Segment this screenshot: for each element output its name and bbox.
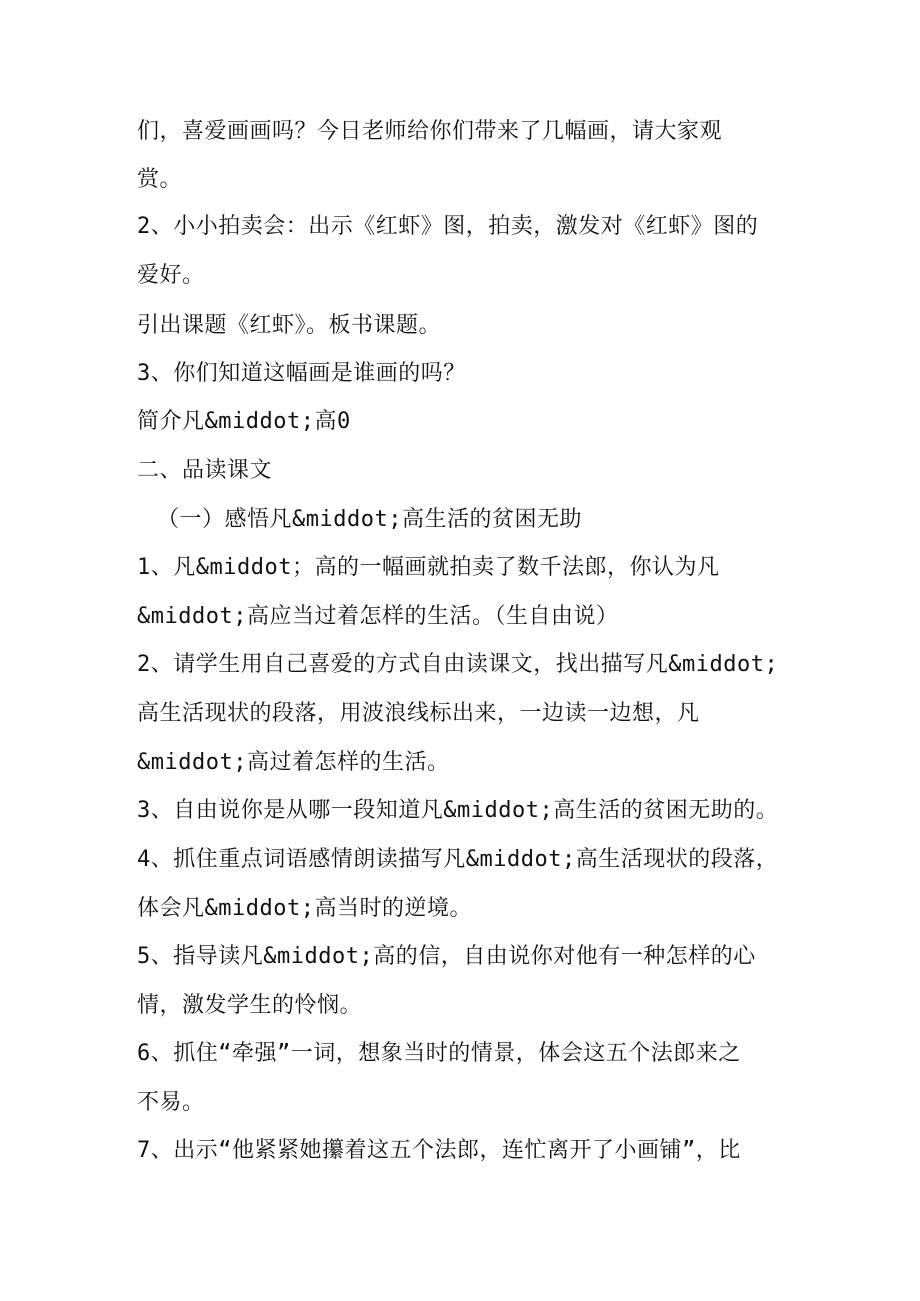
text-line: 1、凡&middot；高的一幅画就拍卖了数千法郎，你认为凡 bbox=[137, 555, 720, 580]
text-line: 不易。 bbox=[137, 1090, 205, 1115]
text-line: 情，激发学生的怜悯。 bbox=[137, 993, 363, 1018]
text-line: 2、小小拍卖会：出示《红虾》图，拍卖，激发对《红虾》图的 bbox=[137, 214, 759, 239]
text-line: 3、你们知道这幅画是谁画的吗？ bbox=[137, 361, 466, 386]
text-line: 2、请学生用自己喜爱的方式自由读课文，找出描写凡&middot; bbox=[137, 652, 779, 677]
text-line: 4、抓住重点词语感情朗读描写凡&middot;高生活现状的段落， bbox=[137, 847, 779, 872]
text-line: 3、自由说你是从哪一段知道凡&middot;高生活的贫困无助的。 bbox=[137, 798, 779, 823]
subsection-heading: （一）感悟凡&middot;高生活的贫困无助 bbox=[157, 507, 582, 532]
text-line: 们，喜爱画画吗？今日老师给你们带来了几幅画，请大家观 bbox=[137, 119, 723, 144]
text-line: 6、抓住“牵强”一词，想象当时的情景，体会这五个法郎来之 bbox=[137, 1041, 741, 1066]
text-line: 引出课题《红虾》。板书课题。 bbox=[137, 313, 442, 338]
text-line: &middot;高过着怎样的生活。 bbox=[137, 750, 450, 775]
text-line: &middot;高应当过着怎样的生活。（生自由说） bbox=[137, 604, 619, 629]
text-line: 高生活现状的段落，用波浪线标出来，一边读一边想，凡 bbox=[137, 701, 700, 726]
text-line: 5、指导读凡&middot;高的信，自由说你对他有一种怎样的心 bbox=[137, 944, 756, 969]
text-line: 简介凡&middot;高0 bbox=[137, 409, 351, 434]
section-heading: 二、品读课文 bbox=[137, 458, 273, 483]
text-line: 爱好。 bbox=[137, 263, 205, 288]
text-line: 体会凡&middot;高当时的逆境。 bbox=[137, 896, 472, 921]
text-line: 赏。 bbox=[137, 167, 183, 192]
text-line: 7、出示“他紧紧她攥着这五个法郎，连忙离开了小画铺”，比 bbox=[137, 1138, 741, 1163]
